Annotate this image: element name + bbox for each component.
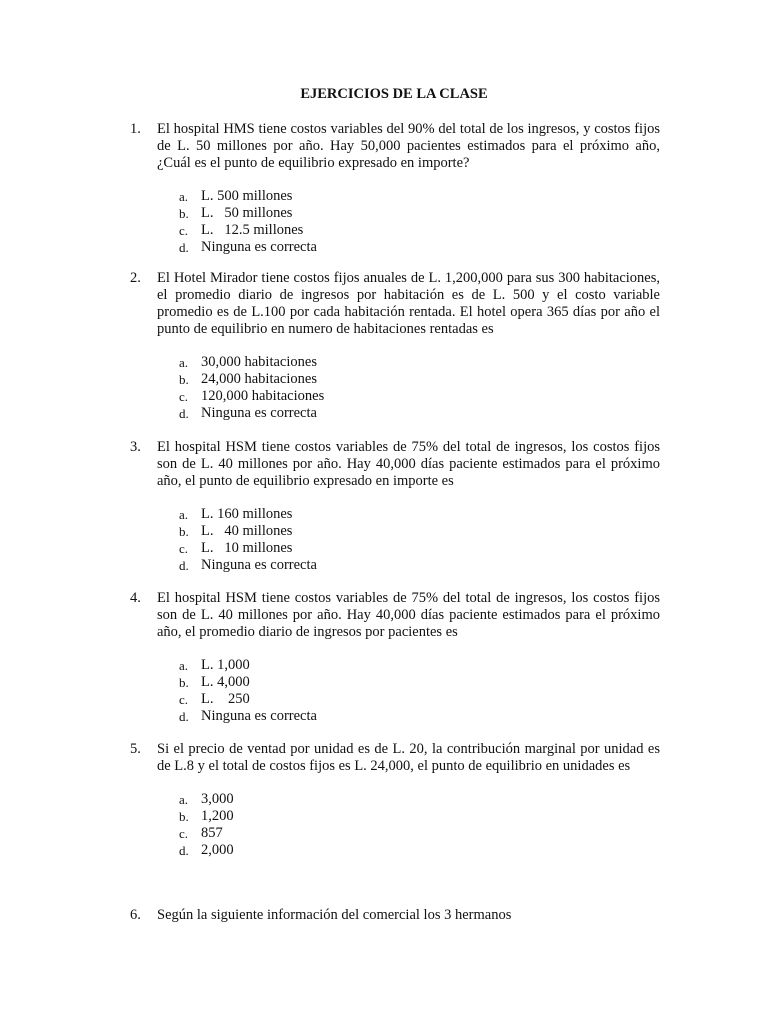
option-b <box>179 523 660 540</box>
option-text: L. 160 millones <box>201 506 293 522</box>
option-text: L. 40 millones <box>201 523 293 539</box>
question-text: El hospital HSM tiene costos variables de 75% del total de ingresos, los costos fijos son de L. 40 millones por año. Hay 40,000 días paciente estimados para el próximo año, el promedio diario de ingresos por pacientes es <box>157 590 660 640</box>
question-4 <box>130 590 660 725</box>
option-letter: c. <box>179 223 189 238</box>
question-6 <box>130 907 660 924</box>
option-c <box>179 691 660 708</box>
question-text: Según la siguiente información del comercial los 3 hermanos <box>157 907 512 923</box>
question-3 <box>130 439 660 574</box>
option-text: 120,000 habitaciones <box>201 388 325 404</box>
option-c <box>179 825 660 842</box>
option-text: 2,000 <box>201 842 234 858</box>
option-c <box>179 222 660 239</box>
option-text: L. 50 millones <box>201 205 293 221</box>
option-text: Ninguna es correcta <box>201 239 317 255</box>
option-text: L. 12.5 millones <box>201 222 304 238</box>
option-letter: b. <box>179 809 189 824</box>
option-text: L. 500 millones <box>201 188 293 204</box>
option-letter: b. <box>179 372 189 387</box>
question-text: El hospital HMS tiene costos variables del 90% del total de los ingresos, y costos fijos de L. 50 millones por año. Hay 50,000 pacientes estimados para el próximo año, ¿Cuál es el punto de equilibrio expresado en importe? <box>157 121 660 171</box>
option-text: L. 10 millones <box>201 540 293 556</box>
option-text: L. 1,000 <box>201 657 250 673</box>
option-c <box>179 540 660 557</box>
option-letter: d. <box>179 240 189 255</box>
options-list <box>179 791 660 859</box>
option-d <box>179 405 660 422</box>
options-list <box>179 506 660 574</box>
option-text: 857 <box>201 825 223 841</box>
question-number: 1. <box>130 121 141 137</box>
option-b <box>179 808 660 825</box>
question-number: 6. <box>130 907 141 923</box>
question-2 <box>130 270 660 422</box>
option-c <box>179 388 660 405</box>
option-text: 30,000 habitaciones <box>201 354 317 370</box>
option-letter: d. <box>179 709 189 724</box>
question-1 <box>130 121 660 256</box>
option-letter: b. <box>179 524 189 539</box>
option-a <box>179 188 660 205</box>
option-letter: a. <box>179 507 189 522</box>
option-text: Ninguna es correcta <box>201 405 317 421</box>
option-b <box>179 674 660 691</box>
option-text: L. 4,000 <box>201 674 250 690</box>
option-letter: a. <box>179 189 189 204</box>
option-text: 3,000 <box>201 791 234 807</box>
option-d <box>179 708 660 725</box>
question-number: 5. <box>130 741 141 757</box>
option-letter: a. <box>179 658 189 673</box>
option-letter: c. <box>179 826 189 841</box>
option-letter: a. <box>179 792 189 807</box>
option-d <box>179 557 660 574</box>
option-d <box>179 842 660 859</box>
option-text: L. 250 <box>201 691 250 707</box>
option-text: Ninguna es correcta <box>201 708 317 724</box>
option-letter: b. <box>179 206 189 221</box>
option-letter: c. <box>179 692 189 707</box>
option-letter: d. <box>179 558 189 573</box>
question-text: El hospital HSM tiene costos variables de 75% del total de ingresos, los costos fijos son de L. 40 millones por año. Hay 40,000 días paciente estimados para el próximo año, el punto de equilibrio expresado en importe es <box>157 439 660 489</box>
option-a <box>179 354 660 371</box>
option-a <box>179 657 660 674</box>
question-number: 3. <box>130 439 141 455</box>
option-a <box>179 506 660 523</box>
option-text: Ninguna es correcta <box>201 557 317 573</box>
option-b <box>179 371 660 388</box>
option-b <box>179 205 660 222</box>
question-text: Si el precio de ventad por unidad es de L. 20, la contribución marginal por unidad es de L.8 y el total de costos fijos es L. 24,000, el punto de equilibrio en unidades es <box>157 741 660 774</box>
options-list <box>179 657 660 725</box>
option-text: 1,200 <box>201 808 234 824</box>
page-title: EJERCICIOS DE LA CLASE <box>300 86 488 102</box>
question-number: 4. <box>130 590 141 606</box>
option-a <box>179 791 660 808</box>
question-text: El Hotel Mirador tiene costos fijos anuales de L. 1,200,000 para sus 300 habitaciones, el promedio diario de ingresos por habitación es de L. 500 y el costo variable promedio es de L.100 por cada habitación rentada. El hotel opera 365 días por año el punto de equilibrio en numero de habitaciones rentadas es <box>157 270 660 337</box>
option-letter: d. <box>179 843 189 858</box>
options-list <box>179 188 660 256</box>
question-number: 2. <box>130 270 141 286</box>
option-letter: c. <box>179 541 189 556</box>
option-letter: b. <box>179 675 189 690</box>
option-letter: d. <box>179 406 189 421</box>
option-d <box>179 239 660 256</box>
option-letter: a. <box>179 355 189 370</box>
options-list <box>179 354 660 422</box>
option-text: 24,000 habitaciones <box>201 371 317 387</box>
option-letter: c. <box>179 389 189 404</box>
question-5 <box>130 741 660 859</box>
